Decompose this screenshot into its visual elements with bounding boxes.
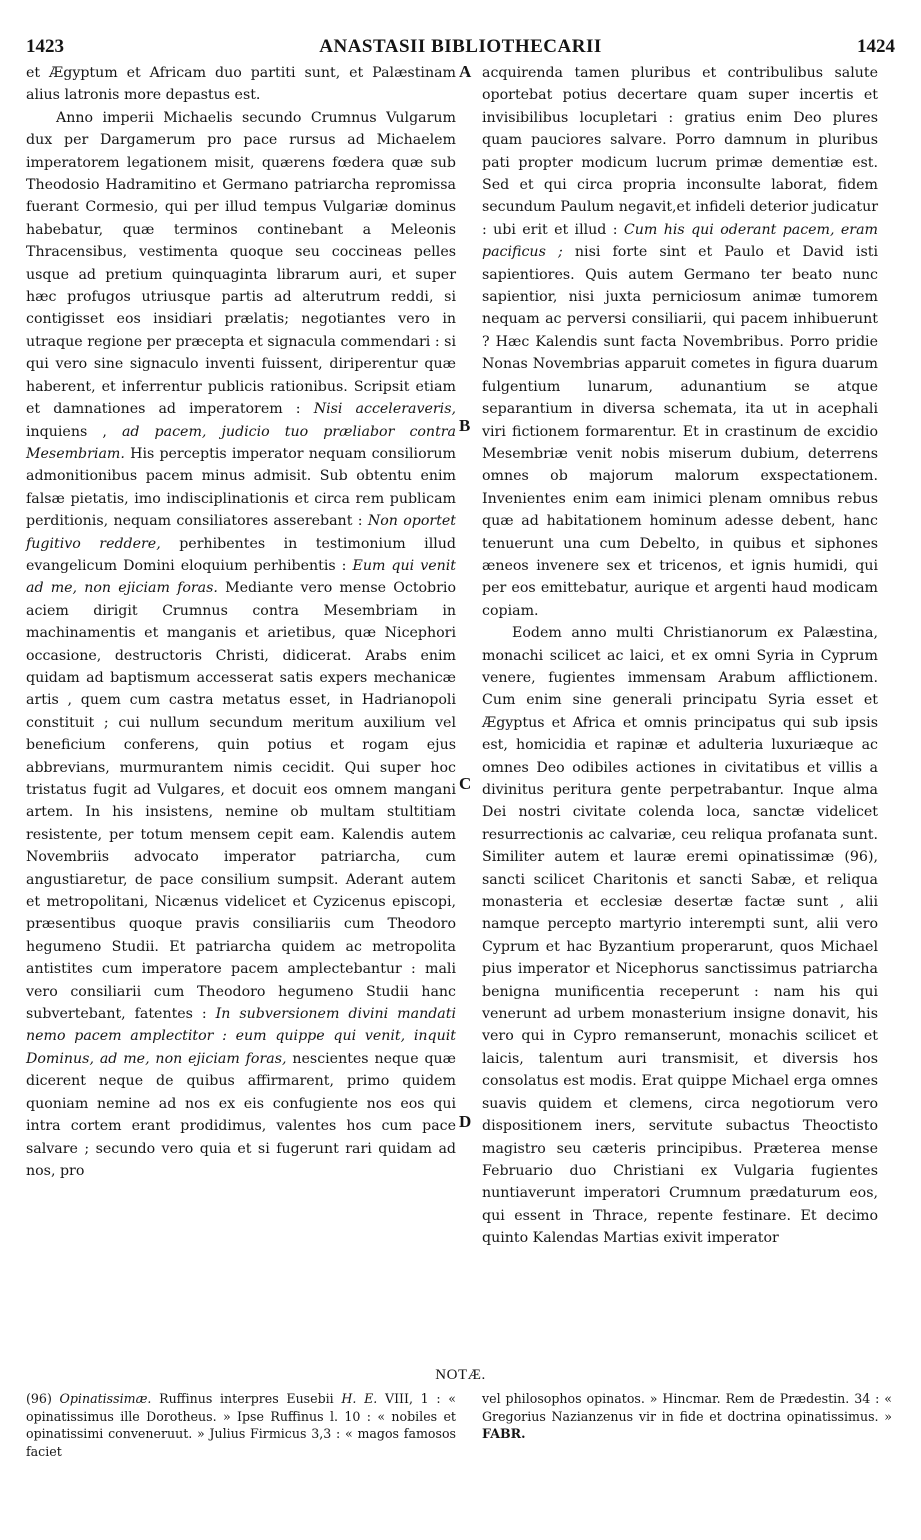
running-title: ANASTASII BIBLIOTHECARII [319, 36, 602, 57]
footnote-right: vel philosophos opinatos. » Hincmar. Rem de Prædestin. 34 : « Gregorius Nazianzenus vir in fide et doctrina opinatissimus. » FABR. [482, 1391, 892, 1441]
running-header [26, 36, 895, 58]
paragraph: et Ægyptum et Africam duo partiti sunt, et Palæstinam alius latronis more depastus est. [26, 65, 456, 104]
paragraph: Eodem anno multi Christianorum ex Palæstina, monachi scilicet ac laici, et ex omni Syria in Cyprum venere, fugientes immensam Arabum afflictionem. Cum enim sine generali principatu Syria esset et Ægyptus et Africa et omnis principatus qui sub ipsis est, homicidia et rapinæ et adulteria luxuriæque ac omnes Deo odibiles actiones in civitatibus et villis a divinitus peritura gente perpetrabantur. Inque alma Dei nostri civitate colenda loca, sanctæ videlicet resurrectionis ac calvariæ, ceu reliqua profanata sunt. Similiter autem et lauræ eremi opinatissimæ (96), sancti scilicet Charitonis et sancti Sabæ, et reliqua monasteria et ecclesiæ desertæ factæ sunt , alii namque percepto martyrio interempti sunt, alii vero Cyprum et hac Byzantium properarunt, quos Michael pius imperator et Nicephorus sanctissimus patriarcha benigna munificentia receperunt : nam his qui venerunt ad urbem monasterium insigne donavit, his vero qui in Cypro remanserunt, monachis scilicet et laicis, talentum auri transmisit, et diversis hos consolatus est modis. Erat quippe Michael erga omnes suavis quidem et clemens, circa negotiorum vero dispositionem iners, servitute subactus Theoctisto magistro seu cæteris principibus. Præterea mense Februario duo Christiani ex Vulgaria fugientes nuntiaverunt imperatori Crumnum prædaturum eos, qui essent in Thrace, repente festinare. Et decimo quinto Kalendas Martias exivit imperator [482, 625, 878, 1247]
quotation: ad pacem, judicio tuo præliabor contra Mesembriam. [26, 423, 457, 462]
quotation: Eum qui venit ad me, non ejiciam foras. [26, 557, 457, 597]
paragraph: Anno imperii Michaelis secundo Crumnus Vulgarum dux per Dargamerum pro pace rursus ad Michaelem imperatorem legationem misit, quærens fœdera quæ sub Theodosio Hadramitino et Germano patriarcha repromissa fuerant Cormesio, qui per illud tempus Vulgariæ dominus habebatur, quæ terminos continebant a Meleonis Thracensibus, vestimenta quoque seu coccineas pelles usque ad pretium quinquaginta librarum auri, et super hæc profugos utriusque partis ad alterutrum reddi, si contigisset eos insidiari prælatis; negotiantes vero in utraque regione per præcepta et signacula commendari : si qui vero sine signaculo inventi fuissent, diriperentur quæ haberent, et inferrentur publicis rationibus. Scripsit etiam et damnationes ad imperatorem : Nisi acceleraveris, inquiens , ad pacem, judicio tuo præliabor contra Mesembriam. His perceptis imperator nequam consiliorum admonitionibus pacem minus admisit. Sub obtentu enim falsæ pietatis, imo indisciplinationis et circa rem publicam perditionis, nequam consiliatores asserebant : Non oportet fugitivo reddere, perhibentes in testimonium illud evangelicum Domini eloquium perhibentis : Eum qui venit ad me, non ejiciam foras. Mediante vero mense Octobrio aciem dirigit Crumnus contra Mesembriam in machinamentis et manganis et arietibus, quæ Nicephori occasione, destructoris Christi, didicerat. Arabs enim quidam ad baptismum accesserat satis expers mechanicæ artis , quem cum castra metatus esset, in Hadrianopoli constituit ; cui nullum secundum meritum auxilium vel beneficium conferens, quin potius et rogam ejus abbrevians, murmurantem nimis cecidit. Qui super hoc tristatus fugit ad Vulgares, et docuit eos omnem mangani artem. In his insistens, nemine ob multam stultitiam resistente, per totum mensem cepit eam. Kalendis autem Novembriis advocato imperator patriarcha, cum angustiaretur, de pace consilium sumpsit. Aderant autem et metropolitani, Nicænus videlicet et Cyzicenus episcopi, præsentibus quoque pravis consiliariis cum Theodoro hegumeno Studii. Et patriarcha quidem ac metropolita antistites cum imperatore pacem amplectebantur : mali vero consiliarii cum Theodoro hegumeno Studii hanc subvertebant, fatentes : In subversionem divini mandati nemo pacem amplectitor : eum quippe qui venit, inquit Dominus, ad me, non ejiciam foras, nescientes neque quæ dicerent neque de quibus affirmarent, primo quidem quoniam nemine ad nos ex eis confugiente nos eos qui intra cortem erant prodidimus, valentes hos cum pace salvare ; secundo vero quia et si fugerunt rari quidam ad nos, pro [26, 109, 457, 1179]
quotation: Cum his qui oderant pacem, eram pacificus ; [482, 221, 878, 261]
paragraph: acquirenda tamen pluribus et contribulibus salute oportebat potius decertare quam super incertis et invisibilibus locupletari : gratius enim Deo plures quam pauciores salvare. Porro damnum in pluribus pati propter modicum lucrum primæ dementiæ est. Sed et qui circa propria inconsulte laborat, fidem secundum Paulum negavit,et infideli deterior judicatur : ubi erit et illud : Cum his qui oderant pacem, eram pacificus ; nisi forte sint et Paulo et David isti sapientiores. Quis autem Germano ter beato nunc sapientior, nisi juxta perniciosum animæ tumorem nequam ac perversi consiliarii, qui pacem inhibuerunt ? Hæc Kalendis sunt facta Novembribus. Porro pridie Nonas Novembrias apparuit cometes in figura duarum fulgentium lunarum, adunantium se atque separantium in diversa schemata, ita ut in acephali viri fictionem formarentur. Et in crastinum de excidio Mesembriæ venit nobis miserum dubium, deterrens omnes ob majorum malorum exspectationem. Invenientes enim eam inimici plenam omnibus rebus quæ ad habitationem hominum adesse debent, hanc tenuerunt una cum Debelto, in quibus et siphones æneos invenere sex et tricenos, et ignis humidi, qui per eos emittebatur, aurique et argenti haud modicam copiam. [482, 65, 879, 619]
margin-marker-d: D [459, 1112, 472, 1131]
quotation: In subversionem divini mandati nemo pacem amplectitor : eum quippe qui venit, inquit Dominus, ad me, non ejiciam foras, [26, 1006, 456, 1067]
margin-marker-c: C [459, 774, 472, 793]
margin-marker-a: A [459, 62, 472, 81]
footnote-number: (96) [26, 1391, 52, 1406]
page-number-right: 1424 [857, 36, 895, 57]
footnote-lemma: Opinatissimæ. [59, 1391, 152, 1406]
margin-marker-b: B [459, 416, 471, 435]
quotation: Nisi acceleraveris, [313, 401, 456, 418]
page-number-left: 1423 [26, 36, 64, 57]
footnote-author: FABR. [482, 1426, 526, 1441]
quotation: Non oportet fugitivo reddere, [26, 513, 457, 552]
footnote-left: (96) Opinatissimæ. Ruffinus interpres Eusebii H. E. VIII, 1 : « opinatissimus ille Dorotheus. » Ipse Ruffinus l. 10 : « nobiles et opinatissimi conveneruut. » Julius Firmicus 3,3 : « magos famosos faciet [26, 1391, 456, 1459]
left-column [26, 62, 456, 1182]
right-column [482, 62, 878, 1250]
notes-heading: NOTÆ. [435, 1367, 486, 1383]
